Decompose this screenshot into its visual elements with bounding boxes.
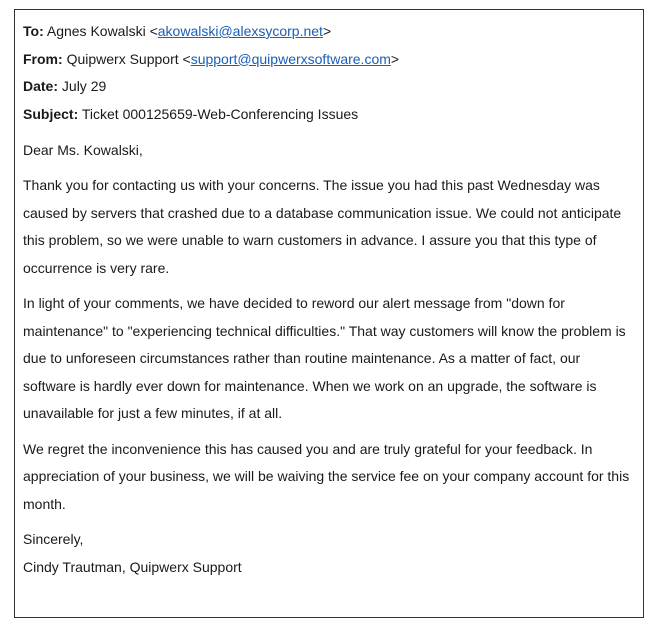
date-line <box>23 73 635 101</box>
paragraph-3: We regret the inconvenience this has caused you and are truly grateful for your feedback. In appreciation of your business, we will be waiving the service fee on your company account for this month. <box>23 440 630 512</box>
from-label: From: <box>23 50 63 67</box>
paragraph-2: In light of your comments, we have decided to reword our alert message from "down for maintenance" to "experiencing technical difficulties." That way customers will know the problem is due to unforeseen circumstances rather than routine maintenance. As a matter of fact, our software is hardly ever down for maintenance. When we work on an upgrade, the software is unavailable for just a few minutes, if at all. <box>23 295 626 422</box>
email-body <box>23 18 635 581</box>
from-line: From: Quipwerx Support <support@quipwerxsoftware.com> <box>23 50 400 67</box>
to-name: Agnes Kowalski <box>46 23 146 39</box>
email-frame <box>14 9 644 618</box>
signature: Cindy Trautman, Quipwerx Support <box>23 558 242 575</box>
to-label: To: <box>23 23 44 39</box>
date-label: Date: <box>23 78 59 95</box>
subject-line <box>23 101 635 129</box>
subject-value: Ticket 000125659-Web-Conferencing Issues <box>81 105 359 122</box>
to-email-link[interactable]: akowalski@alexsycorp.net <box>157 23 323 39</box>
from-name: Quipwerx Support <box>66 50 179 67</box>
from-email-link[interactable]: support@quipwerxsoftware.com <box>190 50 391 67</box>
paragraph-1: Thank you for contacting us with your concerns. The issue you had this past Wednesday was caused by servers that crashed due to a database communication issue. We could not anticipate this problem, so we were unable to warn customers in advance. I assure you that this type of occurrence is very rare. <box>23 177 622 276</box>
date-value: July 29 <box>61 78 107 95</box>
closing: Sincerely, <box>23 531 84 548</box>
to-line: To: Agnes Kowalski <akowalski@alexsycorp.net> <box>23 23 332 39</box>
greeting: Dear Ms. Kowalski, <box>23 142 143 159</box>
subject-label: Subject: <box>23 105 79 122</box>
